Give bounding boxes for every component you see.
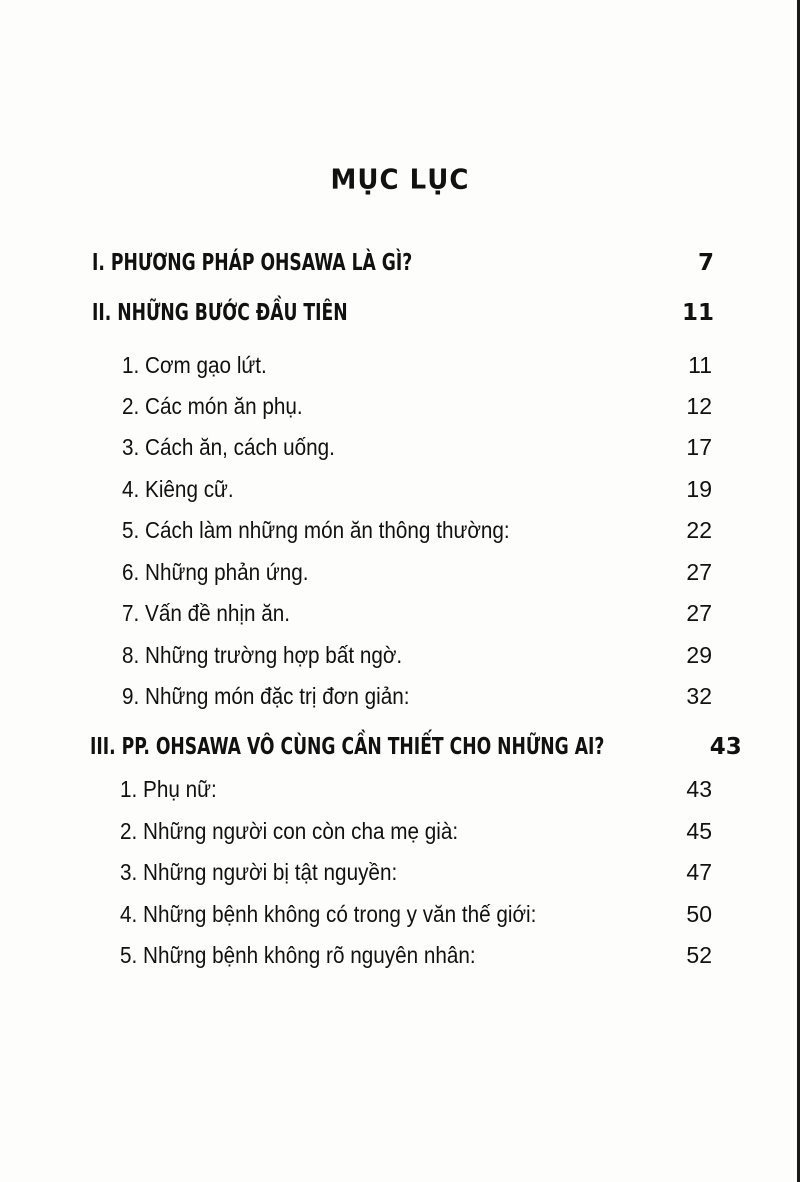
toc-item-label: 3. Cách ăn, cách uống.: [122, 434, 335, 460]
toc-item-label: 4. Kiêng cữ.: [122, 476, 234, 502]
toc-section-2[interactable]: [92, 300, 714, 326]
toc-item[interactable]: [120, 859, 712, 886]
toc-section-1[interactable]: [92, 250, 714, 276]
toc-item-page: 29: [686, 642, 712, 668]
toc-section-page: 11: [681, 300, 714, 326]
toc-item-page: 27: [686, 600, 712, 626]
toc-item-page: 27: [686, 559, 712, 585]
toc-item-label: 6. Những phản ứng.: [122, 559, 309, 585]
toc-item[interactable]: [120, 942, 712, 969]
toc-item-label: 9. Những món đặc trị đơn giản:: [122, 683, 410, 709]
toc-item-page: 11: [688, 352, 712, 378]
toc-item-page: 32: [686, 683, 712, 709]
toc-section-page: 7: [697, 250, 714, 276]
toc-item-page: 50: [686, 901, 712, 927]
toc-item-label: 2. Các món ăn phụ.: [122, 393, 303, 419]
toc-item[interactable]: [122, 600, 712, 627]
toc-item[interactable]: [120, 776, 712, 803]
toc-item-label: 1. Phụ nữ:: [120, 776, 217, 802]
toc-item-page: 19: [686, 476, 712, 502]
toc-item-page: 12: [686, 393, 712, 419]
toc-item-page: 52: [686, 942, 712, 968]
toc-item[interactable]: [122, 434, 712, 461]
toc-item-label: 2. Những người con còn cha mẹ già:: [120, 818, 459, 844]
toc-item-label: 3. Những người bị tật nguyền:: [120, 859, 398, 885]
toc-item-page: 45: [686, 818, 712, 844]
toc-item-label: 5. Những bệnh không rõ nguyên nhân:: [120, 942, 476, 968]
toc-item[interactable]: [122, 476, 712, 503]
toc-item[interactable]: [122, 517, 712, 544]
toc-section-label: II. NHỮNG BƯỚC ĐẦU TIÊN: [92, 300, 348, 326]
toc-item-label: 7. Vấn đề nhịn ăn.: [122, 600, 291, 626]
toc-item[interactable]: [122, 352, 712, 379]
toc-item[interactable]: [120, 818, 712, 845]
toc-section-page: 43: [709, 734, 742, 760]
toc-item-page: 22: [686, 517, 712, 543]
toc-item-label: 8. Những trường hợp bất ngờ.: [122, 642, 403, 668]
toc-item[interactable]: [122, 393, 712, 420]
toc-item-label: 5. Cách làm những món ăn thông thường:: [122, 517, 510, 543]
toc-item[interactable]: [122, 683, 712, 710]
toc-item-page: 17: [686, 434, 712, 460]
page-title: MỤC LỤC: [330, 164, 470, 196]
toc-item[interactable]: [122, 642, 712, 669]
toc-item[interactable]: [122, 559, 712, 586]
toc-item[interactable]: [120, 901, 712, 928]
toc-item-page: 43: [686, 776, 712, 802]
toc-section-label: I. PHƯƠNG PHÁP OHSAWA LÀ GÌ?: [92, 250, 413, 276]
toc-section-3[interactable]: [90, 734, 742, 760]
toc-item-label: 4. Những bệnh không có trong y văn thế giới:: [120, 901, 537, 927]
toc-item-page: 47: [686, 859, 712, 885]
toc-item-label: 1. Cơm gạo lứt.: [122, 352, 267, 378]
toc-section-label: III. PP. OHSAWA VÔ CÙNG CẦN THIẾT CHO NHỮNG AI?: [90, 734, 605, 760]
